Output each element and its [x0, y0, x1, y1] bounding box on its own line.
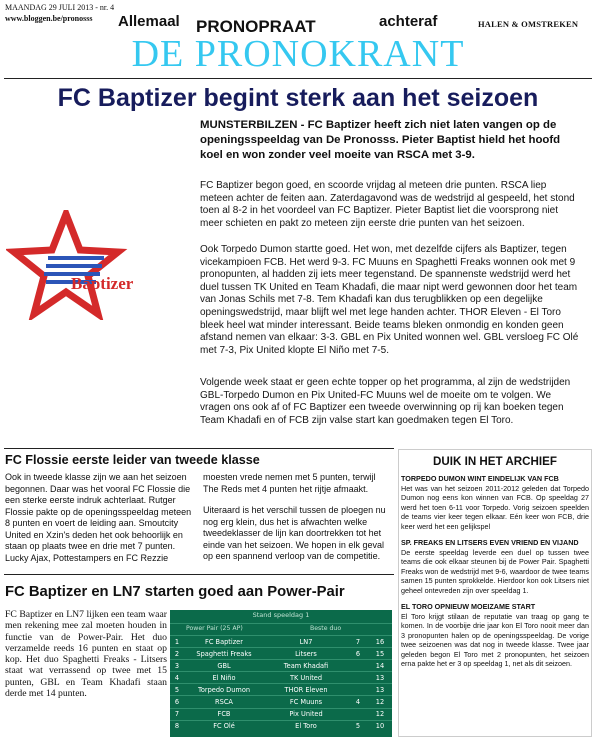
archive-text-3: El Toro krijgt stilaan de reputatie van traag op gang te komen. In de voorbije drie jaar kon El Toro nooit meer dan 3 pronopunten halen op de openingsspeeldag. De vorige twee seizoenen was dat nog in tweede klasse. Twee jaar geleden begon El Toro met 2 pronopunten, het seizoen erna pakte het er 3 op speeldag 1, net als dit seizoen.: [401, 611, 589, 668]
issue-date: MAANDAG 29 JULI 2013 - nr. 4: [5, 3, 115, 12]
ranking-caption: Stand speeldag 1: [252, 611, 310, 619]
flossie-title: FC Flossie eerste leider van tweede klasse: [5, 453, 260, 467]
flossie-col1: Ook in tweede klasse zijn we aan het seizoen begonnen. Daar was het vooral FC Flossie die een sterke eerste indruk achterlaat. Rutger Flossie pakte op de openingsspeeldag meteen 8 punten en voert de leiding aan. Smoutcity United en Xzin's deden het ook behoorlijk en staan op plaats twee en drie met 7 punten. Lucky Ajax, Pottestampers en FC Rezzie: [5, 472, 192, 563]
table-row: [170, 708, 392, 720]
region-label: HALEN & OMSTREKEN: [478, 19, 579, 29]
table-row: [170, 684, 392, 696]
section-divider-2: [4, 574, 394, 575]
rank-cell: 4: [174, 673, 180, 682]
tagline-left: Allemaal: [118, 13, 180, 30]
baptizer-logo: [6, 210, 186, 320]
table-row: [170, 636, 392, 648]
team2-cell: Pix United: [289, 710, 323, 719]
rank-cell: 3: [174, 661, 180, 670]
flossie-col2b: Uiteraard is het verschil tussen de ploegen nu nog erg klein, dus het is afwachten welke tweedeklasser de lijn kan doortrekken tot het einde van het seizoen. We hopen in elk geval op een spannend verloop van de competitie.: [203, 505, 386, 561]
logo-text: Baptizer: [71, 274, 134, 293]
rank-cell: 6: [174, 698, 180, 707]
section-divider: [4, 448, 394, 449]
team1-cell: Spaghetti Freaks: [196, 649, 252, 658]
website-link[interactable]: www.bloggen.be/pronosss: [5, 14, 93, 23]
team1-cell: RSCA: [215, 698, 233, 707]
flossie-col2a: moesten vrede nemen met 5 punten, terwijl The Reds met 4 punten het rijtje afmaakt.: [203, 472, 376, 494]
ranking-header-1: Power Pair (25 AP): [186, 625, 243, 632]
table-row: [170, 648, 392, 660]
team2-cell: El Toro: [295, 722, 317, 731]
ranking-rows: [170, 635, 392, 732]
total-cell: 10: [375, 722, 385, 731]
team1-cell: Torpedo Dumon: [197, 685, 251, 694]
ranking-header-2: Beste duo: [310, 625, 342, 632]
article-paragraph-1: FC Baptizer begon goed, en scoorde vrijdag al meteen drie punten. RSCA liep meteen achter de feiten aan. Zaterdagavond was de wedstrijd al gespeeld, het stond toen al 8-2 in het voordeel van FC Baptizer. Pieter Baptist liet die voorsprong niet meer schieten en pakt zo meteen zijn eerste drie punten van het seizoen.: [200, 180, 575, 229]
team1-cell: FC Olé: [213, 722, 235, 731]
team2-cell: Litsers: [295, 649, 317, 658]
archive-text-2: De eerste speeldag leverde een duel op tussen twee teams die ook elkaar steunen bij de Power Pair. Spaghetti Freaks won de wedstrijd met 9-6, waardoor de twee teams samen 15 punten sprokkelde. Hierdoor kon ook Litsers niet geheel ontevreden zijn over speeldag 1.: [401, 547, 589, 595]
team2-cell: THOR Eleven: [284, 685, 328, 694]
archive-heading-3: EL TORO OPNIEUW MOEIZAME START: [401, 602, 536, 611]
archive-title: DUIK IN HET ARCHIEF: [433, 455, 557, 468]
main-headline: FC Baptizer begint sterk aan het seizoen: [57, 84, 539, 112]
newspaper-title: DE PRONOKRANT: [131, 33, 465, 75]
rank-cell: 2: [174, 649, 180, 658]
points-cell: 5: [355, 722, 361, 731]
points-cell: [348, 660, 368, 672]
total-cell: 13: [375, 685, 385, 694]
rank-cell: 5: [174, 685, 180, 694]
team2-cell: TK United: [289, 673, 323, 682]
points-cell: [348, 684, 368, 696]
team1-cell: El Niño: [212, 673, 236, 682]
total-cell: 14: [375, 661, 385, 670]
archive-content: [401, 474, 589, 669]
total-cell: 15: [375, 649, 385, 658]
table-row: [170, 720, 392, 732]
team1-cell: FC Baptizer: [205, 637, 243, 646]
archive-heading-2: SP. FREAKS EN LITSERS EVEN VRIEND EN VIJAND: [401, 538, 579, 547]
team2-cell: Team Khadafi: [283, 661, 329, 670]
article-lead: MUNSTERBILZEN - FC Baptizer heeft zich niet laten vangen op de openingsspeeldag van De Pronosss. Pieter Baptist hield het hoofd koel en won zonder veel moeite van RSCA met 3-9.: [200, 119, 561, 161]
total-cell: 12: [375, 698, 385, 707]
points-cell: [348, 672, 368, 684]
archive-heading-1: TORPEDO DUMON WINT EINDELIJK VAN FCB: [401, 474, 559, 483]
points-cell: 7: [355, 637, 361, 646]
total-cell: 13: [375, 673, 385, 682]
table-row: [170, 696, 392, 708]
team1-cell: FCB: [217, 710, 231, 719]
points-cell: 6: [355, 649, 361, 658]
rank-cell: 1: [174, 637, 180, 646]
star-icon: [6, 210, 186, 320]
ln7-body: FC Baptizer en LN7 lijken een team waar men rekening mee zal moeten houden in functie van de Power-Pair. Het duo verzamelde reeds 16 punten en staat op kop. Het duo Spaghetti Freaks - Litsers staat wat verrassend op twee met 15 punten, GBL en Team Khadafi staan derde met 14 punten.: [5, 609, 167, 700]
article-paragraph-2: Ook Torpedo Dumon startte goed. Het won, met dezelfde cijfers als Baptizer, tegen vicekampioen FCB. Het werd 9-3. FC Muuns en Spaghetti Freaks wonnen ook met 9 pronopunten, al hadden zij iets meer tegenstand. De spannenste wedstrijd werd het duel tussen TK United en Team Khadafi, die maar nipt werd gewonnen door het team van Jonas Schils met 7-8. Tem Khadafi kan dus terugblikken op een degelijke openingswedstrijd, maar blijft wel met lege handen achter. THOR Eleven - El Toro bleek heel wat minder interessant. Beide teams bleken onmondig en konden geen afstand nemen van elkaar: 3-3. GBL en Pix United wonnen wel. GBL versloeg FC Olé met 7-3, Pix United klopte El Niño met 7-5.: [200, 244, 579, 356]
points-cell: 4: [355, 698, 361, 707]
team2-cell: LN7: [299, 637, 313, 646]
team2-cell: FC Muuns: [289, 698, 323, 707]
rank-cell: 8: [174, 722, 180, 731]
ranking-table: [170, 610, 392, 737]
ln7-title: FC Baptizer en LN7 starten goed aan Power-Pair: [5, 584, 345, 600]
team1-cell: GBL: [217, 661, 231, 670]
tagline-right: achteraf: [379, 13, 438, 30]
points-cell: [348, 708, 368, 720]
archive-text-1: Het was van het seizoen 2011-2012 geleden dat Torpedo Dumon nog eens kon winnen van FCB. Op speeldag 27 werd het toen 6-11 voor Torpedo. Vorig seizoen speelden de teams vier keer tegen elkaar. Eén keer won FCB, drie keer werd het een gelijkspel: [401, 483, 589, 531]
table-row: [170, 672, 392, 684]
article-paragraph-3: Volgende week staat er geen echte topper op het programma, al zijn de wedstrijden GBL-Torpedo Dumon en Pix United-FC Muuns wel de moeite om te volgen. We vragen ons ook af of FC Baptizer een tweede overwinning op rij kan boeken tegen Team Khadafi en of FCB zijn valse start kan goedmaken tegen El Toro.: [200, 377, 571, 426]
header-divider: [4, 78, 592, 79]
rank-cell: 7: [174, 710, 180, 719]
tagline-center: PRONOPRAAT: [196, 17, 316, 36]
total-cell: 12: [375, 710, 385, 719]
total-cell: 16: [375, 637, 385, 646]
table-row: [170, 660, 392, 672]
